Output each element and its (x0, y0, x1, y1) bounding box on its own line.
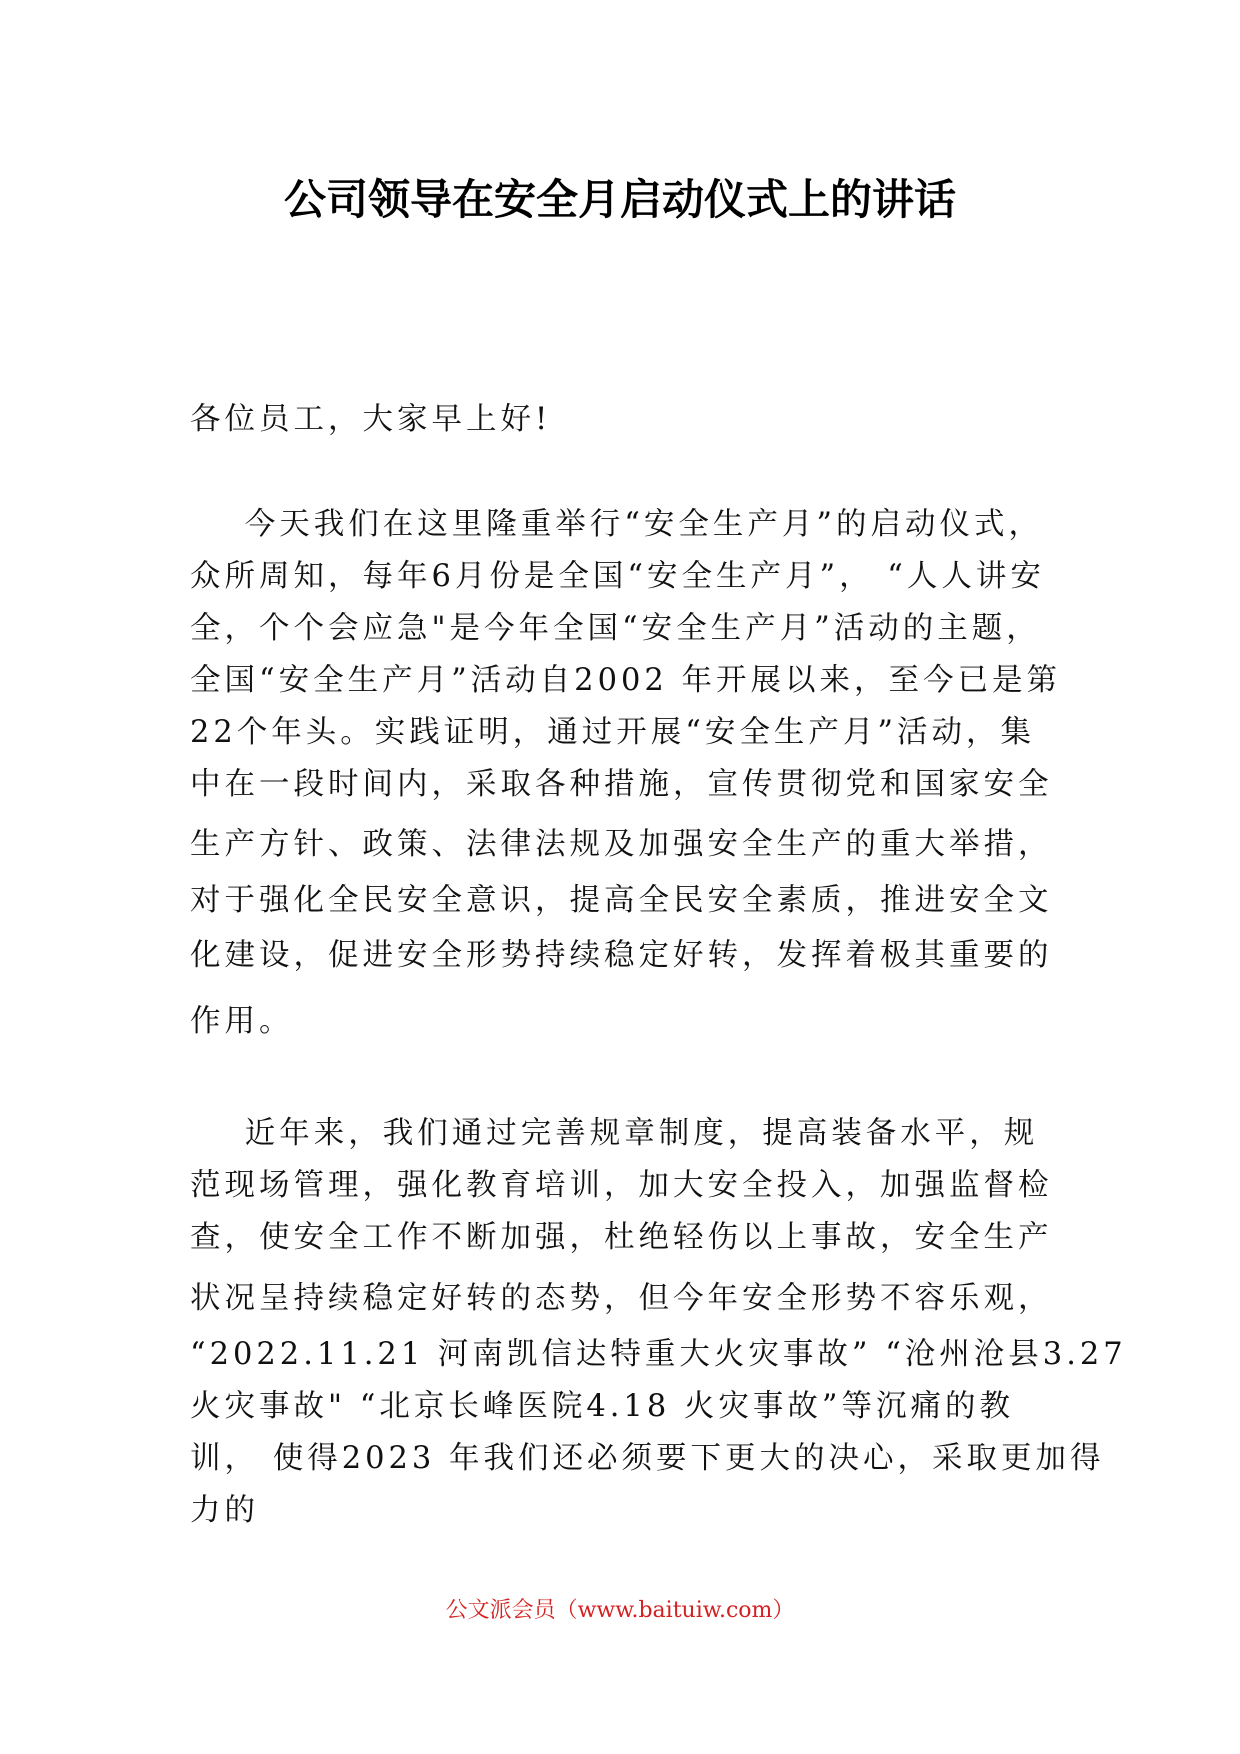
body-line: 全国“安全生产月”活动自2002 年开展以来，至今已是第 (190, 663, 1061, 698)
body-line: 查，使安全工作不断加强，杜绝轻伤以上事故，安全生产 (190, 1220, 1053, 1255)
body-line: 化建设，促进安全形势持续稳定好转，发挥着极其重要的 (190, 938, 1053, 973)
document-title: 公司领导在安全月启动仪式上的讲话 (283, 175, 956, 224)
body-line: 全，个个会应急"是今年全国“安全生产月”活动的主题， (190, 611, 1041, 646)
body-line: 中在一段时间内，采取各种措施，宣传贯彻党和国家安全 (190, 767, 1053, 802)
body-line: 范现场管理，强化教育培训，加大安全投入，加强监督检 (190, 1168, 1053, 1203)
body-line: 训， 使得2023 年我们还必须要下更大的决心，采取更加得 (190, 1441, 1105, 1476)
body-line: 众所周知，每年6月份是全国“安全生产月”， “人人讲安 (190, 559, 1045, 594)
body-line: 22个年头。实践证明，通过开展“安全生产月”活动，集 (190, 715, 1035, 750)
body-line: 力的 (190, 1493, 259, 1528)
body-line: 对于强化全民安全意识，提高全民安全素质，推进安全文 (190, 883, 1053, 918)
body-line: 火灾事故" “北京长峰医院4.18 火灾事故”等沉痛的教 (190, 1389, 1015, 1424)
body-line: “2022.11.21 河南凯信达特重大火灾事故” “沧州沧县3.27 (190, 1337, 1127, 1372)
body-line-greeting: 各位员工，大家早上好! (190, 402, 552, 437)
body-line: 生产方针、政策、法律法规及加强安全生产的重大举措， (190, 827, 1053, 862)
body-line: 状况呈持续稳定好转的态势，但今年安全形势不容乐观， (190, 1281, 1053, 1316)
body-line: 今天我们在这里隆重举行“安全生产月”的启动仪式， (190, 507, 1043, 542)
body-line: 近年来，我们通过完善规章制度，提高装备水平，规 (190, 1116, 1039, 1151)
body-line: 作用。 (190, 1004, 294, 1039)
footer-watermark: 公文派会员（www.baituiw.com） (445, 1598, 795, 1623)
